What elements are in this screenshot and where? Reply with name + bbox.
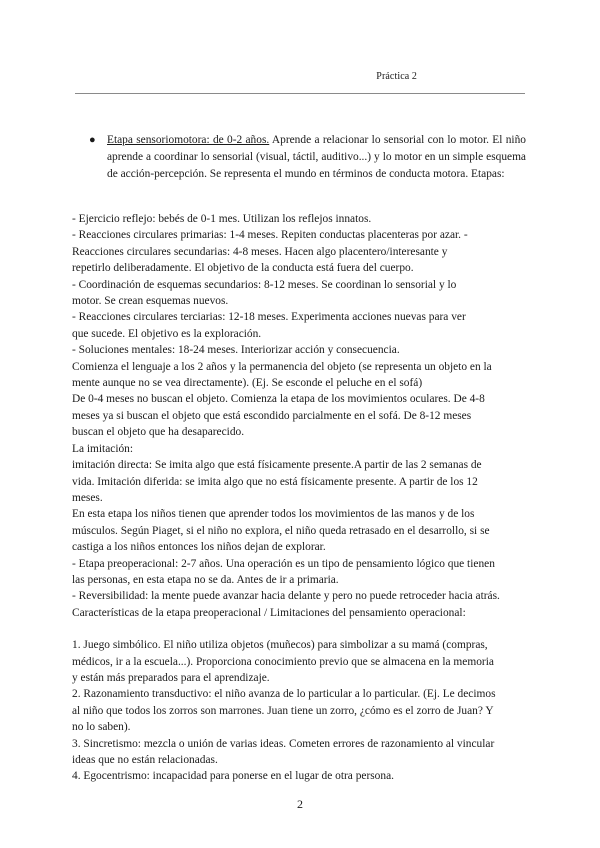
text-line: - Etapa preoperacional: 2-7 años. Una operación es un tipo de pensamiento lógico que tienen [72,557,495,570]
header-rule [75,93,525,94]
text-line: - Coordinación de esquemas secundarios: 8-12 meses. Se coordinan lo sensorial y lo [72,278,457,291]
bullet-heading: Etapa sensoriomotora: de 0-2 años. [107,134,270,146]
bullet-item [75,132,526,182]
text-line: ideas que no están relacionadas. [72,754,218,766]
text-line: 4. Egocentrismo: incapacidad para ponerse en el lugar de otra persona. [72,770,394,783]
text-line: La imitación: [72,442,134,455]
text-line: buscan el objeto que ha desaparecido. [72,426,245,439]
text-line: - Reacciones circulares terciarias: 12-18 meses. Experimenta acciones nuevas para ver [72,311,466,324]
bullet-body: Aprende a relacionar lo sensorial con lo motor. El niño aprende a coordinar lo sensorial (visual, táctil, auditivo...) y lo motor en un simple esquema de acción-percepción. Se representa el mundo en términos de conducta motora. Etapas: [107,134,526,180]
text-line: - Soluciones mentales: 18-24 meses. Interiorizar acción y consecuencia. [72,344,400,357]
text-line: - Ejercicio reflejo: bebés de 0-1 mes. Utilizan los reflejos innatos. [72,213,372,225]
text-line: De 0-4 meses no buscan el objeto. Comienza la etapa de los movimientos oculares. De 4-8 [72,393,485,406]
text-line: En esta etapa los niños tienen que aprender todos los movimientos de las manos y de los [72,508,475,521]
text-line: músculos. Según Piaget, si el niño no explora, el niño queda retrasado en el desarrollo, si se [72,524,490,537]
text-line: 3. Sincretismo: mezcla o unión de varias ideas. Cometen errores de razonamiento al vincular [72,737,495,750]
text-line: vida. Imitación diferida: se imita algo que no está físicamente presente. A partir de los 12 [72,475,478,488]
text-line: 2. Razonamiento transductivo: el niño avanza de lo particular a lo particular. (Ej. Le decimos [72,688,496,701]
text-line: motor. Se crean esquemas nuevos. [72,295,229,308]
text-line: meses. [72,491,103,504]
text-line: meses ya si buscan el objeto que está escondido parcialmente en el sofá. De 8-12 meses [72,409,472,422]
text-line: castiga a los niños entonces los niños dejan de explorar. [72,541,326,554]
bullet-icon: ● [89,134,96,146]
text-line: Características de la etapa preoperacional / Limitaciones del pensamiento operacional: [72,606,466,619]
page-number: 2 [297,797,303,811]
text-line: no lo saben). [72,721,131,734]
text-line: las personas, en esta etapa no se da. Antes de ir a primaria. [72,573,339,586]
blank-line [72,621,529,637]
bullet-paragraph [107,132,526,182]
text-line: al niño que todos los zorros son marrones. Juan tiene un zorro, ¿cómo es el zorro de Juan? Y [72,704,494,717]
text-line: repetirlo deliberadamente. El objetivo de la conducta está fuera del cuerpo. [72,262,414,275]
text-line: Reacciones circulares secundarias: 4-8 meses. Hacen algo placentero/interesante y [72,245,448,258]
text-line: 1. Juego simbólico. El niño utiliza objetos (muñecos) para simbolizar a su mamá (compras, [72,639,488,652]
body-text [72,211,529,785]
text-line: - Reacciones circulares primarias: 1-4 meses. Repiten conductas placenteras por azar. - [72,229,468,242]
text-line: que sucede. El objetivo es la exploración. [72,327,262,340]
text-line: mente aunque no se vea directamente). (Ej. Se esconde el peluche en el sofá) [72,377,423,390]
text-line: Comienza el lenguaje a los 2 años y la permanencia del objeto (se representa un objeto en la [72,360,492,373]
text-line: y están más preparados para el aprendizaje. [72,671,270,684]
text-line: - Reversibilidad: la mente puede avanzar hacia delante y pero no puede retroceder hacia atrás. [72,590,500,603]
text-line: imitación directa: Se imita algo que está físicamente presente.A partir de las 2 semanas de [72,459,482,472]
header-title: Práctica 2 [376,71,417,82]
text-line: médicos, ir a la escuela...). Proporciona conocimiento previo que se almacena en la memoria [72,655,494,668]
